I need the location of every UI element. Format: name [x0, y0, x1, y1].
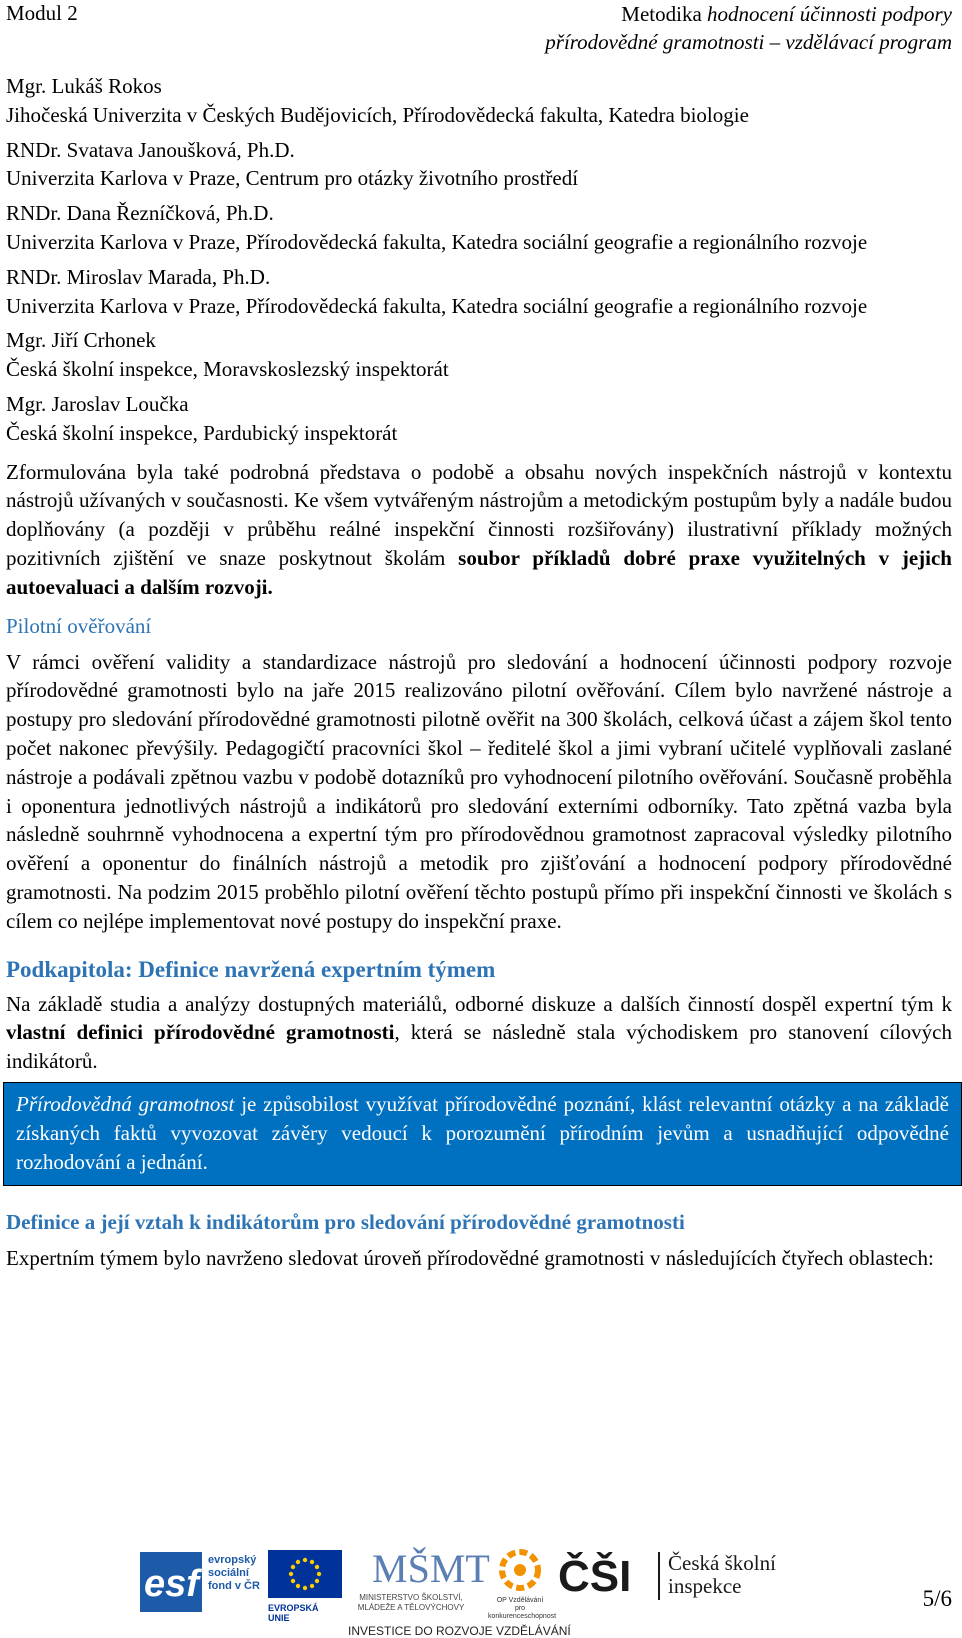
person-name: Mgr. Lukáš Rokos: [6, 74, 162, 98]
definition-box: [3, 1082, 962, 1186]
person-affiliation: Univerzita Karlova v Praze, Přírodovědecká fakulta, Katedra sociální geografie a regionálního rozvoje: [6, 293, 868, 318]
person-name: Mgr. Jaroslav Loučka: [6, 391, 189, 416]
svg-text:esf: esf: [144, 1563, 199, 1605]
person-affiliation: Jihočeská Univerzita v Českých Budějovicích, Přírodovědecká fakulta, Katedra biologie: [6, 102, 749, 127]
definition-text: je způsobilost využívat přírodovědné poznání, klást relevantní otázky a na základě získaných faktů vyvozovat závěry vedoucí k porozumění přírodním jevům a usnadňující odpovědné rozhodování a jednání.: [16, 1091, 949, 1174]
section-heading-indicators: Definice a její vztah k indikátorům pro sledování přírodovědné gramotnosti: [6, 1210, 685, 1235]
footer-tagline: INVESTICE DO ROZVOJE VZDĚLÁVÁNÍ: [348, 1624, 571, 1638]
op-label-2: pro konkurenceschopnost: [488, 1605, 557, 1620]
definition-intro-text: Na základě studia a analýzy dostupných materiálů, odborné diskuze a dalších činností dospěl expertní tým k: [6, 991, 952, 1016]
header-title: [545, 0, 952, 56]
subchapter-heading: Podkapitola: Definice navržená expertním týmem: [6, 956, 496, 982]
person-entry: [6, 263, 952, 321]
definition-intro-paragraph: [6, 990, 952, 1076]
person-affiliation: Univerzita Karlova v Praze, Centrum pro otázky životního prostředí: [6, 166, 579, 191]
esf-label-2: sociální: [208, 1567, 249, 1579]
definition-intro-text-end: , která se následně stala východiskem pro stanovení cílových indikátorů.: [6, 1020, 952, 1074]
esf-logo: [140, 1552, 266, 1612]
esf-label-1: evropský: [208, 1554, 257, 1566]
msmt-label-1: MINISTERSTVO ŠKOLSTVÍ,: [359, 1593, 463, 1602]
person-entry: [6, 390, 952, 448]
definition-intro-bold: vlastní definici přírodovědné gramotnosti: [6, 1020, 395, 1045]
header-module: Modul 2: [6, 1, 78, 25]
csi-name-1: Česká školní: [668, 1551, 776, 1575]
definition-term: Přírodovědná gramotnost: [16, 1091, 235, 1116]
page-content: [6, 72, 952, 1273]
person-name: RNDr. Svatava Janoušková, Ph.D.: [6, 137, 295, 162]
indicators-paragraph: Expertním týmem bylo navrženo sledovat úroveň přírodovědné gramotnosti v následujících čtyřech oblastech:: [6, 1246, 934, 1271]
csi-logo: [558, 1552, 788, 1608]
msmt-logo: [346, 1544, 490, 1614]
intro-bold-text: soubor příkladů dobré praxe využitelných v jejich autoevaluaci a dalším rozvoji.: [6, 545, 952, 599]
person-affiliation: Česká školní inspekce, Moravskoslezský inspektorát: [6, 357, 449, 382]
person-affiliation: Univerzita Karlova v Praze, Přírodovědecká fakulta, Katedra sociální geografie a regionálního rozvoje: [6, 229, 868, 254]
op-label-1: OP Vzdělávání: [496, 1597, 544, 1604]
person-entry: [6, 326, 952, 384]
esf-label-3: fond v ČR: [208, 1580, 260, 1592]
csi-abbr: ČŠI: [558, 1552, 632, 1601]
header-title-line2: přírodovědné gramotnosti – vzdělávací program: [545, 30, 952, 54]
svg-text:MŠMT: MŠMT: [372, 1546, 490, 1591]
header-title-italic: hodnocení účinnosti podpory: [707, 2, 952, 26]
footer-logos: [0, 1540, 960, 1638]
person-name: Mgr. Jiří Crhonek: [6, 328, 156, 353]
op-vk-logo: [488, 1548, 557, 1620]
person-affiliation: Česká školní inspekce, Pardubický inspektorát: [6, 420, 398, 445]
person-name: RNDr. Miroslav Marada, Ph.D.: [6, 264, 271, 289]
person-name: RNDr. Dana Řezníčková, Ph.D.: [6, 201, 274, 226]
pilot-paragraph: V rámci ověření validity a standardizace nástrojů pro sledování a hodnocení účinnosti podpory rozvoje přírodovědné gramotnosti bylo na jaře 2015 realizováno pilotní ověřování. Cílem bylo navržené nástroje a postupy pro sledování přírodovědné gramotnosti pilotně ověřit na 300 školách, celková účast a zájem škol tento počet nakonec převýšily. Pedagogičtí pracovníci škol – ředitelé škol a jimi vybraní učitelé vyplňovali zaslané nástroje a podávali zpětnou vazbu v podobě dotazníků pro vyhodnocení pilotního ověřování. Současně proběhla i oponentura jednotlivých nástrojů a indikátorů pro sledování externími odborníky. Tato zpětná vazba byla následně souhrnně vyhodnocena a expertní tým pro přírodovědnou gramotnost zapracoval výsledky pilotního ověření a oponentur do finálních nástrojů a metodik pro zjišťování a hodnocení podpory přírodovědné gramotnosti. Na podzim 2015 proběhlo pilotní ověření těchto postupů přímo při inspekční činnosti ve školách s cílem co nejlépe implementovat nové postupy do inspekční praxe.: [6, 649, 952, 933]
intro-text: Zformulována byla také podrobná představa o podobě a obsahu nových inspekčních nástrojů v kontextu nástrojů užívaných v současnosti. Ke všem vytvářeným nástrojům a metodickým postupům byly a nadále budou doplňovány (a později v průběhu reálné inspekční činnosti rozšiřovány) ilustrativní příklady možných pozitivních zjištění ve snaze poskytnout školám: [6, 459, 952, 570]
section-heading-pilot: Pilotní ověřování: [6, 613, 152, 638]
eu-flag-logo: [268, 1550, 342, 1623]
csi-name-2: inspekce: [668, 1574, 742, 1598]
person-entry: [6, 72, 952, 130]
person-entry: [6, 136, 952, 194]
header-title-prefix: Metodika: [621, 2, 708, 26]
intro-paragraph: [6, 458, 952, 602]
page-number: 5/6: [922, 1586, 952, 1611]
eu-label: EVROPSKÁ UNIE: [268, 1603, 319, 1623]
msmt-label-2: MLÁDEŽE A TĚLOVÝCHOVY: [357, 1603, 465, 1612]
person-entry: [6, 199, 952, 257]
